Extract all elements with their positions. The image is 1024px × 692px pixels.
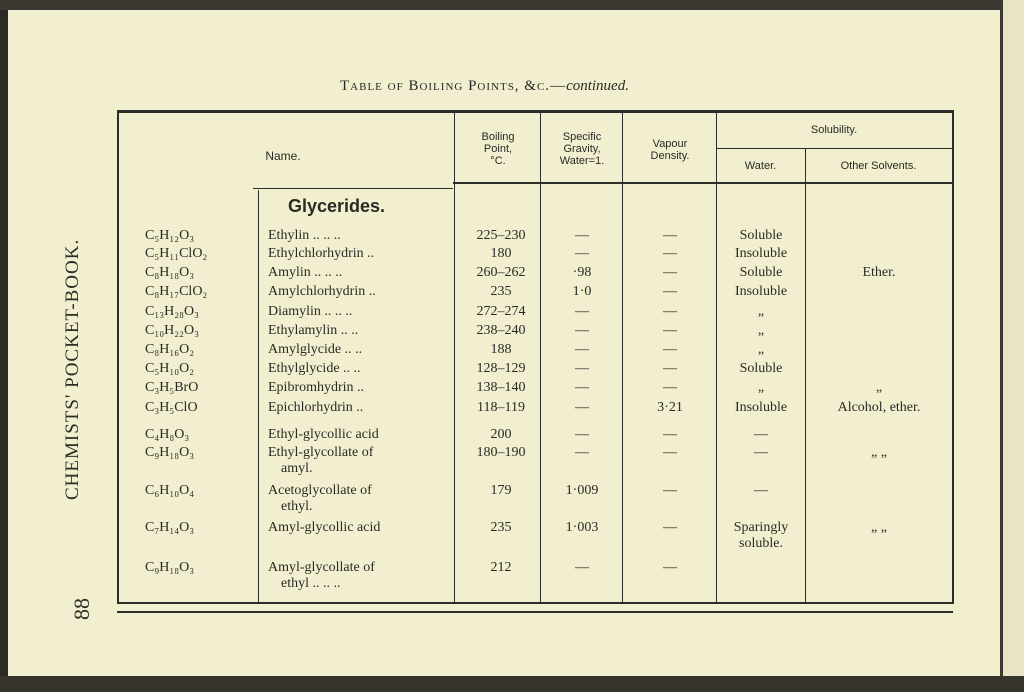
header-water: Water. — [744, 160, 777, 172]
row-water-solubility: „ — [757, 323, 765, 338]
col-rule — [454, 112, 455, 604]
row-vapour-density: — — [663, 246, 677, 261]
header-solubility: Solubility. — [810, 124, 858, 136]
row-specific-gravity: ·98 — [572, 265, 592, 280]
table-caption — [340, 78, 629, 95]
row-boiling-point: 212 — [490, 560, 512, 575]
row-formula: C₃H₅ClO — [145, 400, 198, 415]
header-boiling-point: Boiling Point, °C. — [481, 131, 515, 167]
row-water-solubility: „ — [757, 380, 765, 395]
row-formula: C₉H₁₈O₃ — [145, 445, 195, 460]
row-name-cont: amyl. — [281, 461, 313, 476]
row-specific-gravity: — — [575, 361, 589, 376]
section-title: Glycerides. — [288, 196, 386, 216]
row-formula: C₅H₁₀O₂ — [145, 361, 195, 376]
row-boiling-point: 128–129 — [476, 361, 526, 376]
row-boiling-point: 225–230 — [476, 228, 526, 243]
row-boiling-point: 138–140 — [476, 380, 526, 395]
row-vapour-density: — — [663, 483, 677, 498]
row-other-solvents: Alcohol, ether. — [837, 400, 921, 415]
row-name: Acetoglycollate of — [268, 483, 372, 498]
row-formula: C₉H₁₈O₃ — [145, 560, 195, 575]
row-boiling-point: 272–274 — [476, 304, 526, 319]
row-vapour-density: 3·21 — [657, 400, 683, 415]
header-other-solvents: Other Solvents. — [840, 160, 917, 172]
row-specific-gravity: — — [575, 427, 589, 442]
row-name: Epibromhydrin .. — [268, 380, 365, 395]
row-name: Amyl-glycollate of — [268, 560, 375, 575]
row-water-solubility: Insoluble — [734, 284, 788, 299]
row-vapour-density: — — [663, 228, 677, 243]
row-specific-gravity: — — [575, 445, 589, 460]
row-formula: C₈H₁₆O₂ — [145, 342, 195, 357]
header-vapour-density: Vapour Density. — [650, 138, 690, 162]
row-formula: C₆H₁₀O₄ — [145, 483, 195, 498]
row-boiling-point: 180–190 — [476, 445, 526, 460]
row-water-solubility: Soluble — [739, 228, 783, 243]
row-other-solvents: Ether. — [862, 265, 896, 280]
row-water-solubility: Insoluble — [734, 400, 788, 415]
running-head: CHEMISTS' POCKET-BOOK. — [62, 238, 83, 500]
row-boiling-point: 260–262 — [476, 265, 526, 280]
row-specific-gravity: — — [575, 323, 589, 338]
row-name: Epichlorhydrin .. — [268, 400, 364, 415]
row-boiling-point: 238–240 — [476, 323, 526, 338]
row-formula: C₅H₁₂O₃ — [145, 228, 195, 243]
row-water-solubility: „ — [757, 342, 765, 357]
row-formula: C₁₃H₂₈O₃ — [145, 304, 199, 319]
row-vapour-density: — — [663, 445, 677, 460]
rule — [253, 188, 453, 189]
row-formula: C₃H₅BrO — [145, 380, 199, 395]
row-specific-gravity: 1·0 — [572, 284, 592, 299]
row-other-solvents: „ „ — [871, 445, 887, 460]
col-rule — [622, 112, 623, 604]
row-boiling-point: 235 — [490, 284, 512, 299]
rule — [117, 112, 954, 113]
row-formula: C₇H₁₄O₃ — [145, 520, 195, 535]
row-name-cont: ethyl. — [281, 499, 313, 514]
row-name: Diamylin .. .. .. — [268, 304, 353, 319]
row-water-solubility: Sparingly — [733, 520, 789, 535]
row-name: Ethyl-glycollic acid — [268, 427, 379, 442]
row-specific-gravity: — — [575, 380, 589, 395]
scan-top-edge — [0, 0, 1024, 10]
row-formula: C₅H₁₁ClO₂ — [145, 246, 208, 261]
row-water-solubility: — — [754, 445, 768, 460]
row-formula: C₄H₈O₃ — [145, 427, 190, 442]
row-water-solubility: — — [754, 483, 768, 498]
row-specific-gravity: — — [575, 246, 589, 261]
row-boiling-point: 179 — [490, 483, 512, 498]
header-name: Name. — [265, 149, 301, 163]
row-name: Amyl-glycollic acid — [268, 520, 381, 535]
header-specific-gravity: Specific Gravity, Water=1. — [559, 131, 605, 167]
row-boiling-point: 235 — [490, 520, 512, 535]
row-name: Ethylin .. .. .. — [268, 228, 341, 243]
row-name: Ethylglycide .. .. — [268, 361, 361, 376]
page-number: 88 — [69, 598, 94, 620]
row-formula: C₁₀H₂₂O₃ — [145, 323, 199, 338]
col-rule — [805, 148, 806, 604]
row-boiling-point: 188 — [490, 342, 512, 357]
caption-main: Table of Boiling Points, &c.— — [340, 78, 567, 94]
row-specific-gravity: — — [575, 342, 589, 357]
bottom-rule — [117, 611, 953, 613]
row-name: Ethyl-glycollate of — [268, 445, 374, 460]
scan-bottom-edge — [0, 676, 1024, 692]
caption-italic: continued. — [566, 78, 629, 94]
row-specific-gravity: — — [575, 400, 589, 415]
row-vapour-density: — — [663, 380, 677, 395]
row-name: Amylin .. .. .. — [268, 265, 343, 280]
row-vapour-density: — — [663, 284, 677, 299]
row-boiling-point: 118–119 — [477, 400, 525, 415]
row-vapour-density: — — [663, 427, 677, 442]
row-water-solubility: Soluble — [739, 265, 783, 280]
row-vapour-density: — — [663, 304, 677, 319]
row-formula: C₈H₁₈O₃ — [145, 265, 195, 280]
row-water-solubility-cont: soluble. — [739, 536, 783, 551]
header-rule — [453, 182, 954, 184]
row-name-cont: ethyl .. .. .. — [281, 576, 341, 591]
solubility-rule — [716, 148, 952, 149]
row-water-solubility: Insoluble — [734, 246, 788, 261]
row-vapour-density: — — [663, 265, 677, 280]
row-name: Ethylchlorhydrin .. — [268, 246, 375, 261]
row-specific-gravity: — — [575, 304, 589, 319]
row-boiling-point: 180 — [490, 246, 512, 261]
row-name: Amylglycide .. .. — [268, 342, 363, 357]
row-specific-gravity: — — [575, 228, 589, 243]
row-vapour-density: — — [663, 342, 677, 357]
facing-page-edge — [1000, 0, 1024, 692]
row-other-solvents: „ „ — [871, 520, 887, 535]
row-formula: C₈H₁₇ClO₂ — [145, 284, 208, 299]
row-vapour-density: — — [663, 520, 677, 535]
row-vapour-density: — — [663, 323, 677, 338]
row-other-solvents: „ — [875, 380, 883, 395]
row-water-solubility: Soluble — [739, 361, 783, 376]
row-specific-gravity: — — [575, 560, 589, 575]
row-name: Amylchlorhydrin .. — [268, 284, 376, 299]
row-vapour-density: — — [663, 361, 677, 376]
row-name: Ethylamylin .. .. — [268, 323, 359, 338]
row-specific-gravity: 1·003 — [565, 520, 599, 535]
row-specific-gravity: 1·009 — [565, 483, 599, 498]
row-water-solubility: „ — [757, 304, 765, 319]
col-rule — [258, 190, 259, 604]
col-rule — [540, 112, 541, 604]
col-rule — [716, 112, 717, 604]
row-water-solubility: — — [754, 427, 768, 442]
row-boiling-point: 200 — [490, 427, 512, 442]
row-vapour-density: — — [663, 560, 677, 575]
